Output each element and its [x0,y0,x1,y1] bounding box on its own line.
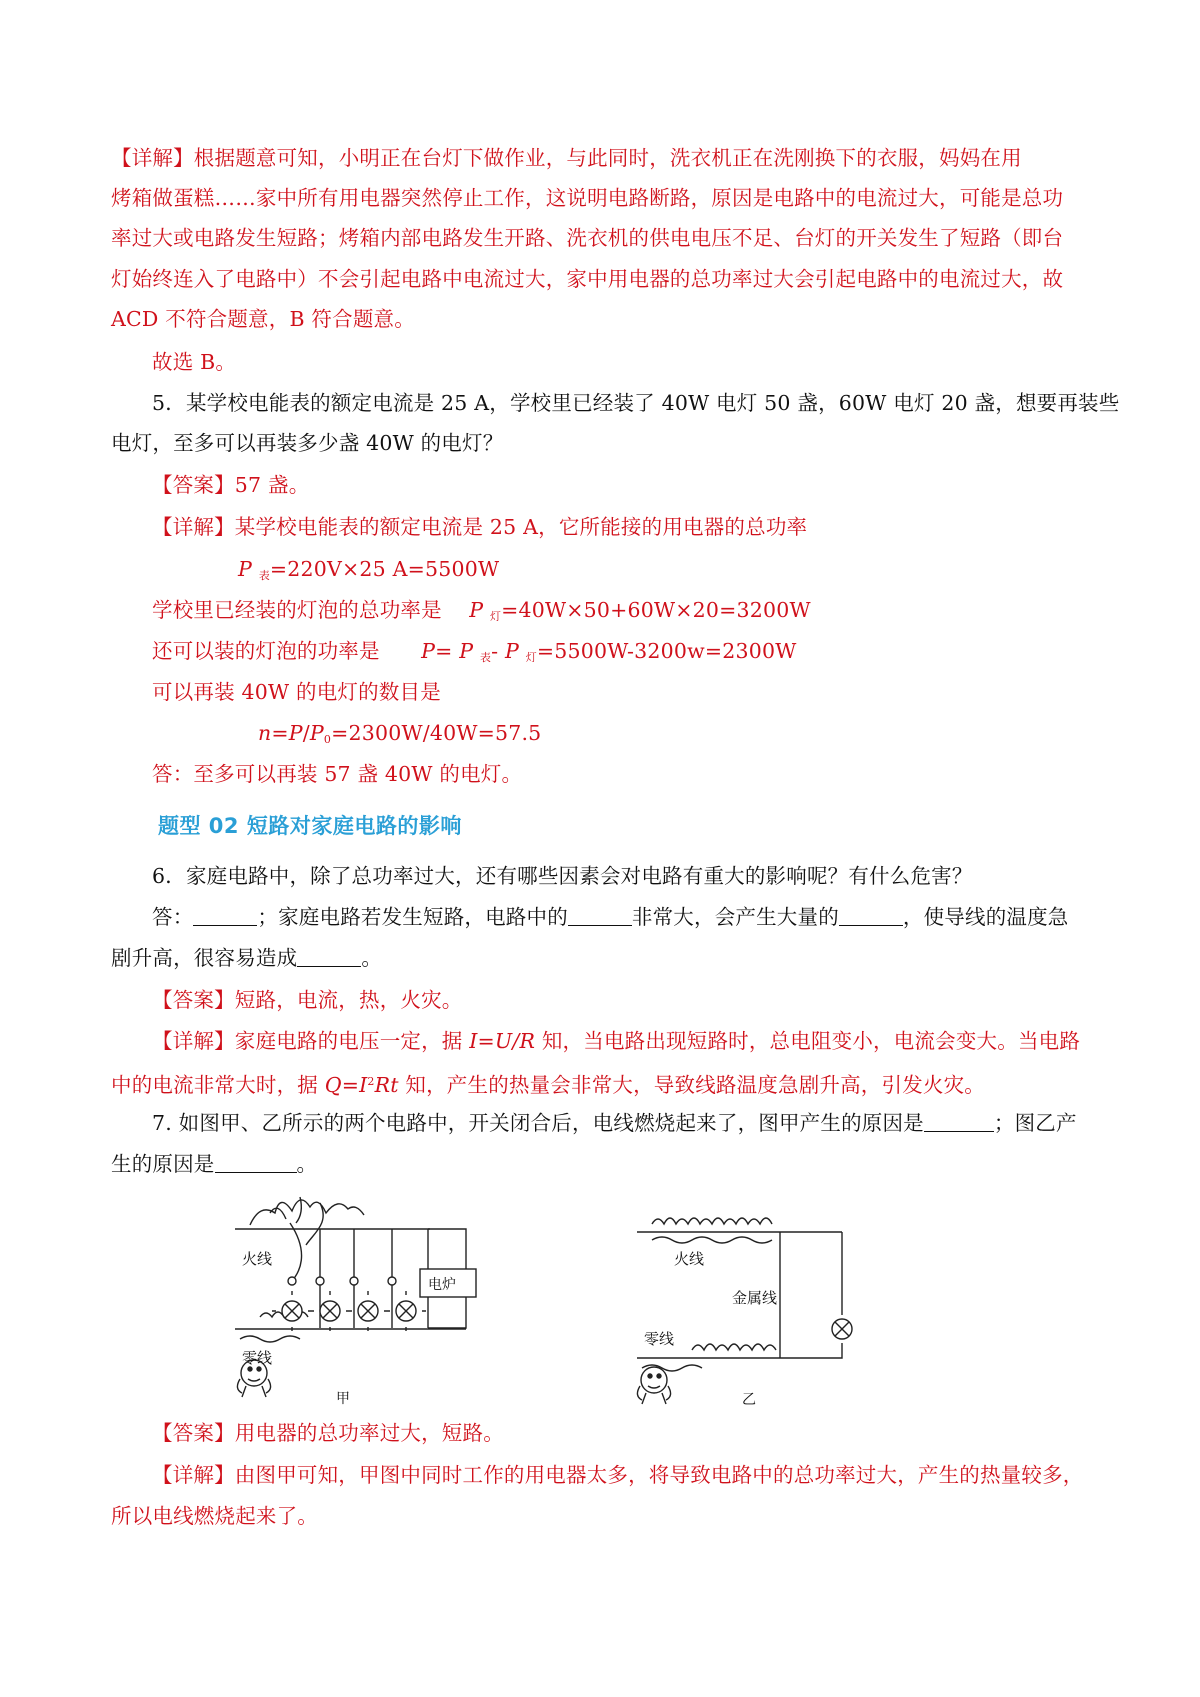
q5-question-line-2: 电灯，至多可以再装多少盏 40W 的电灯？ [111,431,504,455]
q6-detail-line-1 [152,1029,1080,1053]
answer-text: ；家庭电路若发生短路，电路中的 [257,905,568,929]
q6-answer: 【答案】短路，电流，热，火灾。 [152,988,463,1012]
answer-prefix: 答： [152,905,194,929]
q4-conclusion: 故选 B。 [152,350,237,374]
section-heading: 题型 02 短路对家庭电路的影响 [158,814,462,838]
q4-detail-line-1: 【详解】根据题意可知，小明正在台灯下做作业，与此同时，洗衣机正在洗刚换下的衣服，妈妈在用 [111,146,1022,170]
question-text: 7. 如图甲、乙所示的两个电路中，开关闭合后，电线燃烧起来了，图甲产生的原因是 [152,1111,924,1135]
fill-blank[interactable] [193,907,257,926]
answer-text: 。 [361,946,383,970]
q4-detail-line-4: 灯始终连入了电路中）不会引起电路中电流过大，家中用电器的总功率过大会引起电路中的电流过大，故 [111,267,1064,291]
q6-question: 6．家庭电路中，除了总功率过大，还有哪些因素会对电路有重大的影响呢？有什么危害？ [152,864,973,888]
formula-subscript: 表 [258,569,270,582]
lamp-4 [396,1301,416,1321]
yi-neutral-label: 零线 [644,1330,675,1348]
fill-blank[interactable] [215,1154,297,1173]
q7-question-line-1 [152,1111,1077,1135]
q6-answer-line-2 [111,946,382,970]
formula-1-value: =220V×25 A=5500W [269,557,500,581]
detail-text: 知，当电路出现短路时，总电阻变小，电流会变大。当电路 [535,1029,1081,1053]
yi-caption: 乙 [742,1392,756,1407]
formula-subscript: 表 [479,651,492,664]
joule-formula: Q=I [324,1073,368,1097]
detail-text: 知，产生的热量会非常大，导致线路温度急剧升高，引发火灾。 [398,1073,986,1097]
lamp-3 [358,1301,378,1321]
formula-equals: = [435,639,460,663]
ohm-formula: I=U/R [469,1029,536,1053]
question-text: 。 [296,1152,318,1176]
jia-live-label: 火线 [242,1250,273,1268]
formula-2-value: =40W×50+60W×20=3200W [501,598,811,622]
q4-detail-line-5: ACD 不符合题意，B 符合题意。 [111,307,415,331]
formula-subscript: 灯 [525,651,537,664]
q5-formula-1: P $_表$=220V×25 A=5500W [238,557,500,582]
q4-detail-line-2: 烤箱做蛋糕……家中所有用电器突然停止工作，这说明电路断路，原因是电路中的电流过大，可能是总功 [111,186,1064,210]
answer-text: 非常大，会产生大量的 [631,905,839,929]
formula-superscript: 2 [367,1075,375,1088]
lamp-2 [320,1301,340,1321]
q5-answer: 【答案】57 盏。 [152,473,310,497]
formula-4-value: =2300W/40W=57.5 [331,721,542,745]
fill-blank[interactable] [297,948,361,967]
fill-blank[interactable] [924,1113,994,1132]
jia-stove-label: 电炉 [428,1277,456,1293]
answer-text: ，使导线的温度急 [902,905,1069,929]
circuit-figure-jia [230,1183,510,1408]
question-text: 生的原因是 [111,1152,215,1176]
q7-question-line-2 [111,1152,317,1176]
formula-3-value: =5500W-3200w=2300W [536,639,797,663]
q5-final-answer: 答：至多可以再装 57 盏 40W 的电灯。 [152,762,523,786]
yi-live-label: 火线 [674,1250,705,1268]
detail-text: 中的电流非常大时，据 [111,1073,325,1097]
q5-formula-3: 还可以装的灯泡的功率是 P= P $_表$- P $_灯$=5500W-3200w=2300W [152,639,797,664]
answer-text: 剧升高，很容易造成 [111,946,298,970]
formula-minus: - [491,639,505,663]
joule-formula-rt: Rt [374,1073,399,1097]
detail-text: 【详解】家庭电路的电压一定，据 [152,1029,470,1053]
circuit-figure-yi [632,1202,872,1407]
q7-detail-line-1: 【详解】由图甲可知，甲图中同时工作的用电器太多，将导致电路中的总功率过大，产生的热量较多， [152,1463,1084,1487]
jia-neutral-label: 零线 [242,1349,273,1367]
formula-2-label: 学校里已经装的灯泡的总功率是 [152,598,463,622]
jia-caption: 甲 [336,1391,350,1407]
fill-blank[interactable] [568,907,632,926]
q5-formula-2: 学校里已经装的灯泡的总功率是 P $_灯$=40W×50+60W×20=3200W [152,598,811,623]
q5-detail-intro: 【详解】某学校电能表的额定电流是 25 A，它所能接的用电器的总功率 [152,515,808,539]
q5-question-line-1: 5．某学校电能表的额定电流是 25 A，学校里已经装了 40W 电灯 50 盏，60W 电灯 20 盏，想要再装些 [152,391,1120,415]
q6-detail-line-2 [111,1070,985,1097]
yi-metal-label: 金属线 [732,1289,778,1307]
q7-answer: 【答案】用电器的总功率过大，短路。 [152,1421,504,1445]
q6-answer-line-1 [152,905,1069,929]
fill-blank[interactable] [839,907,903,926]
q7-detail-line-2: 所以电线燃烧起来了。 [111,1504,318,1528]
formula-subscript: 灯 [489,610,502,623]
formula-3-label: 还可以装的灯泡的功率是 [152,639,422,663]
question-text: ；图乙产 [993,1111,1077,1135]
q5-formula-4-label: 可以再装 40W 的电灯的数目是 [152,680,441,704]
lamp-1 [282,1301,302,1321]
formula-subscript: 0 [323,733,332,746]
q5-formula-4: $n=P/P_0=2300W/40W=57.5$ [258,721,542,746]
q4-detail-line-3: 率过大或电路发生短路；烤箱内部电路发生开路、洗衣机的供电电压不足、台灯的开关发生了短路（即台 [111,226,1064,250]
